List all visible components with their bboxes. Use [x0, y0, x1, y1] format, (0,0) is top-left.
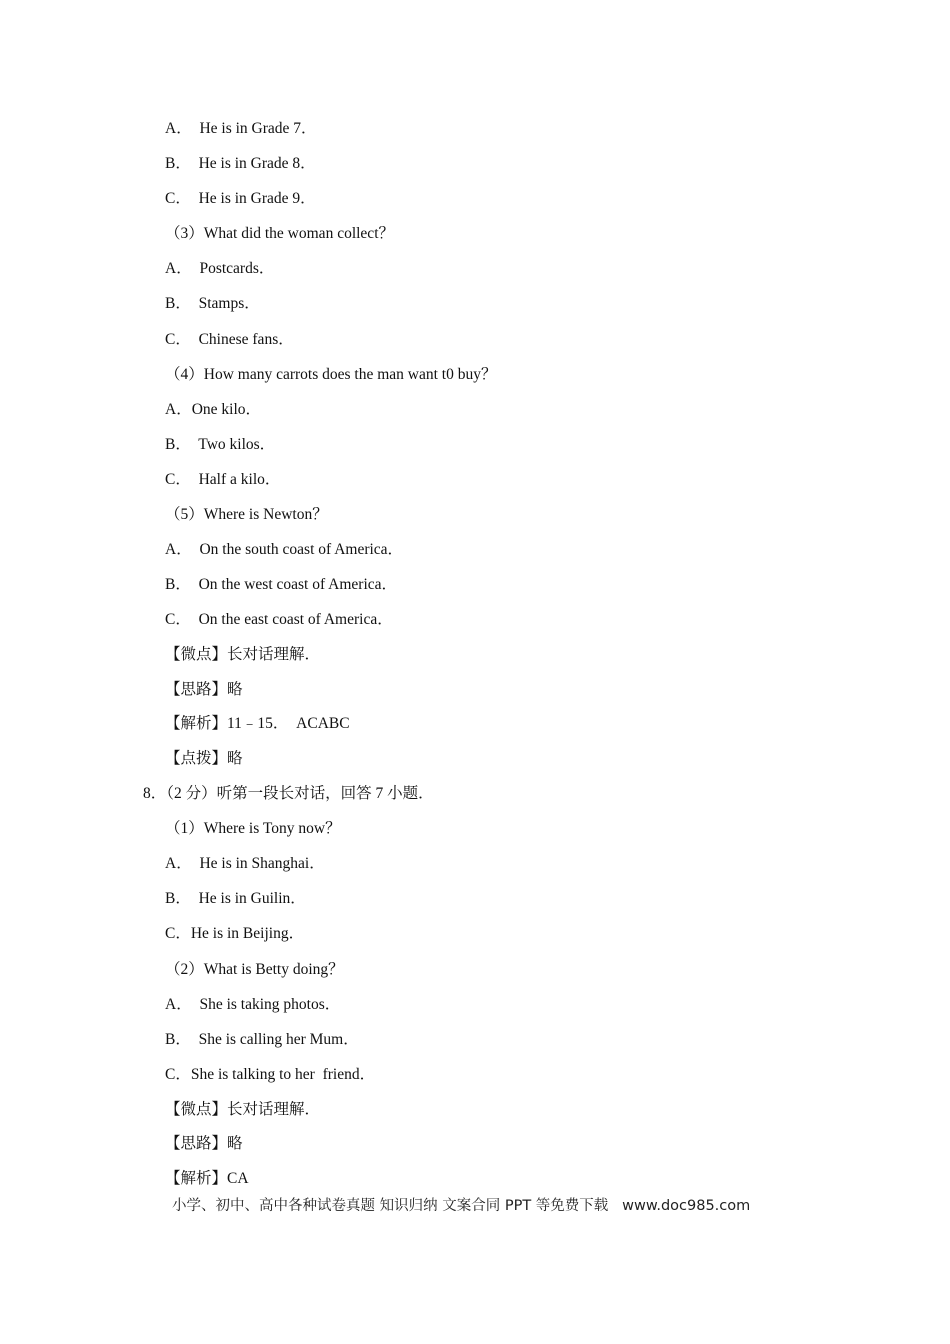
footer-download-note: 小学、初中、高中各种试卷真题 知识归纳 文案合同 PPT 等免费下载 www.doc985.com [172, 1198, 751, 1214]
idea-label: 【思路】略 [165, 681, 243, 698]
option-a-postcards: A． Postcards． [165, 260, 275, 277]
question-5: （5）Where is Newton？ [165, 506, 328, 523]
option-a-one-kilo: A．One kilo． [165, 401, 262, 418]
point-label-2: 【微点】长对话理解． [165, 1101, 321, 1118]
option-c-talking-friend: C．She is talking to her friend． [165, 1066, 376, 1083]
question-8-heading: 8．（2 分）听第一段长对话，回答 7 小题． [143, 785, 434, 802]
option-c-east-coast: C． On the east coast of America． [165, 611, 393, 628]
option-b-calling-mum: B． She is calling her Mum． [165, 1031, 359, 1048]
option-a-grade-7: A． He is in Grade 7． [165, 120, 317, 137]
tip-label: 【点拨】略 [165, 750, 243, 767]
option-c-chinese-fans: C． Chinese fans． [165, 331, 294, 348]
idea-label-2: 【思路】略 [165, 1135, 243, 1152]
option-b-grade-8: B． He is in Grade 8． [165, 155, 316, 172]
option-c-grade-9: C． He is in Grade 9． [165, 190, 316, 207]
question-3: （3）What did the woman collect？ [165, 225, 394, 242]
option-c-beijing: C．He is in Beijing． [165, 925, 305, 942]
option-a-south-coast: A． On the south coast of America． [165, 541, 404, 558]
question-8-1: （1）Where is Tony now？ [165, 820, 341, 837]
point-label: 【微点】长对话理解． [165, 646, 321, 663]
option-a-shanghai: A． He is in Shanghai． [165, 855, 325, 872]
question-8-2: （2）What is Betty doing？ [165, 961, 344, 978]
option-b-guilin: B． He is in Guilin． [165, 890, 306, 907]
answer-label-2: 【解析】CA [165, 1170, 249, 1187]
option-a-taking-photos: A． She is taking photos． [165, 996, 341, 1013]
option-b-west-coast: B． On the west coast of America． [165, 576, 398, 593]
option-b-two-kilos: B． Two kilos． [165, 436, 276, 453]
option-b-stamps: B． Stamps． [165, 295, 260, 312]
option-c-half-kilo: C． Half a kilo． [165, 471, 281, 488]
question-4: （4）How many carrots does the man want t0 buy？ [165, 366, 497, 383]
answer-label: 【解析】11﹣15． ACABC [165, 715, 350, 732]
